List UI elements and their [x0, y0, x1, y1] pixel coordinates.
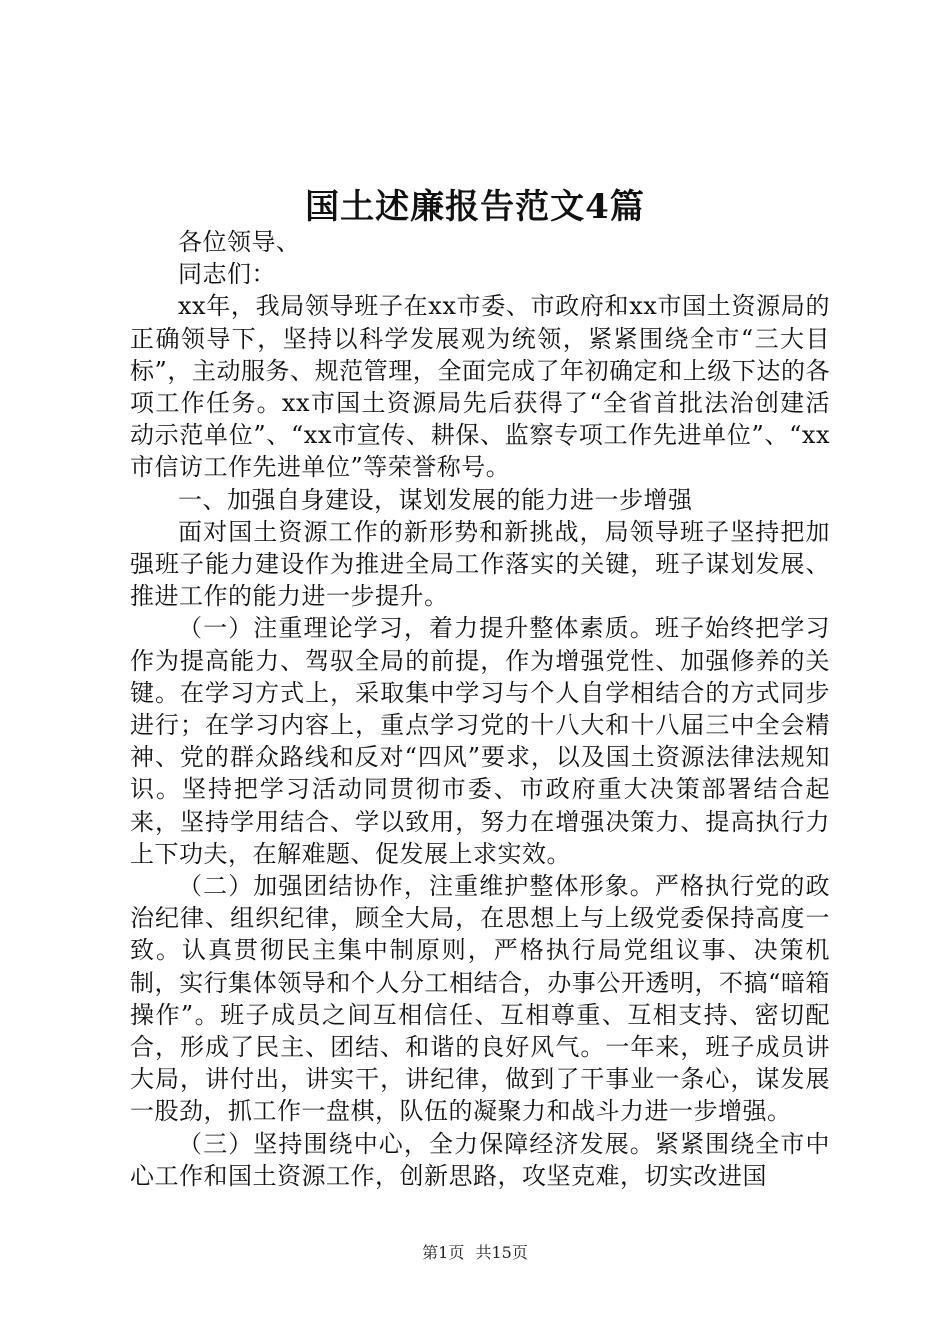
- paragraph-subsection-2: （二）加强团结协作，注重维护整体形象。严格执行党的政治纪律、组织纪律，顾全大局，在思想上与上级党委保持高度一致。认真贯彻民主集中制原则，严格执行局党组议事、决策机制，实行集体领导和个人分工相结合，办事公开透明，不搞“暗箱操作”。班子成员之间互相信任、互相尊重、互相支持、密切配合，形成了民主、团结、和谐的良好风气。一年来，班子成员讲大局，讲付出，讲实干，讲纪律，做到了干事业一条心，谋发展一股劲，抓工作一盘棋，队伍的凝聚力和战斗力进一步增强。: [130, 872, 830, 1126]
- document-title: 国土述廉报告范文4篇: [305, 187, 645, 227]
- paragraph-intro: xx年，我局领导班子在xx市委、市政府和xx市国土资源局的正确领导下，坚持以科学发展观为统领，紧紧围绕全市“三大目标”，主动服务、规范管理，全面完成了年初确定和上级下达的各项工作任务。xx市国土资源局先后获得了“全省首批法治创建活动示范单位”、“xx市宣传、耕保、监察专项工作先进单位”、“xx市信访工作先进单位”等荣誉称号。: [130, 292, 830, 482]
- paragraph-section-1: 面对国土资源工作的新形势和新挑战，局领导班子坚持把加强班子能力建设作为推进全局工作落实的关键，班子谋划发展、推进工作的能力进一步提升。: [130, 517, 830, 611]
- section-heading-1: 一、加强自身建设，谋划发展的能力进一步增强: [178, 485, 693, 514]
- page-footer: [0, 1242, 950, 1264]
- page-total: 共15页: [475, 1243, 528, 1262]
- paragraph-salutation-2: 同志们：: [178, 260, 276, 289]
- paragraph-salutation-1: 各位领导、: [178, 228, 301, 256]
- document-body: [130, 226, 830, 1192]
- page-number: 第1页: [422, 1243, 465, 1262]
- paragraph-subsection-3: （三）坚持围绕中心，全力保障经济发展。紧紧围绕全市中心工作和国土资源工作，创新思路，攻坚克难，切实改进国: [130, 1129, 830, 1190]
- paragraph-subsection-1: （一）注重理论学习，着力提升整体素质。班子始终把学习作为提高能力、驾驭全局的前提，作为增强党性、加强修养的关键。在学习方式上，采取集中学习与个人自学相结合的方式同步进行；在学习内容上，重点学习党的十八大和十八届三中全会精神、党的群众路线和反对“四风”要求，以及国土资源法律法规知识。坚持把学习活动同贯彻市委、市政府重大决策部署结合起来，坚持学用结合、学以致用，努力在增强决策力、提高执行力上下功夫，在解难题、促发展上求实效。: [130, 614, 830, 868]
